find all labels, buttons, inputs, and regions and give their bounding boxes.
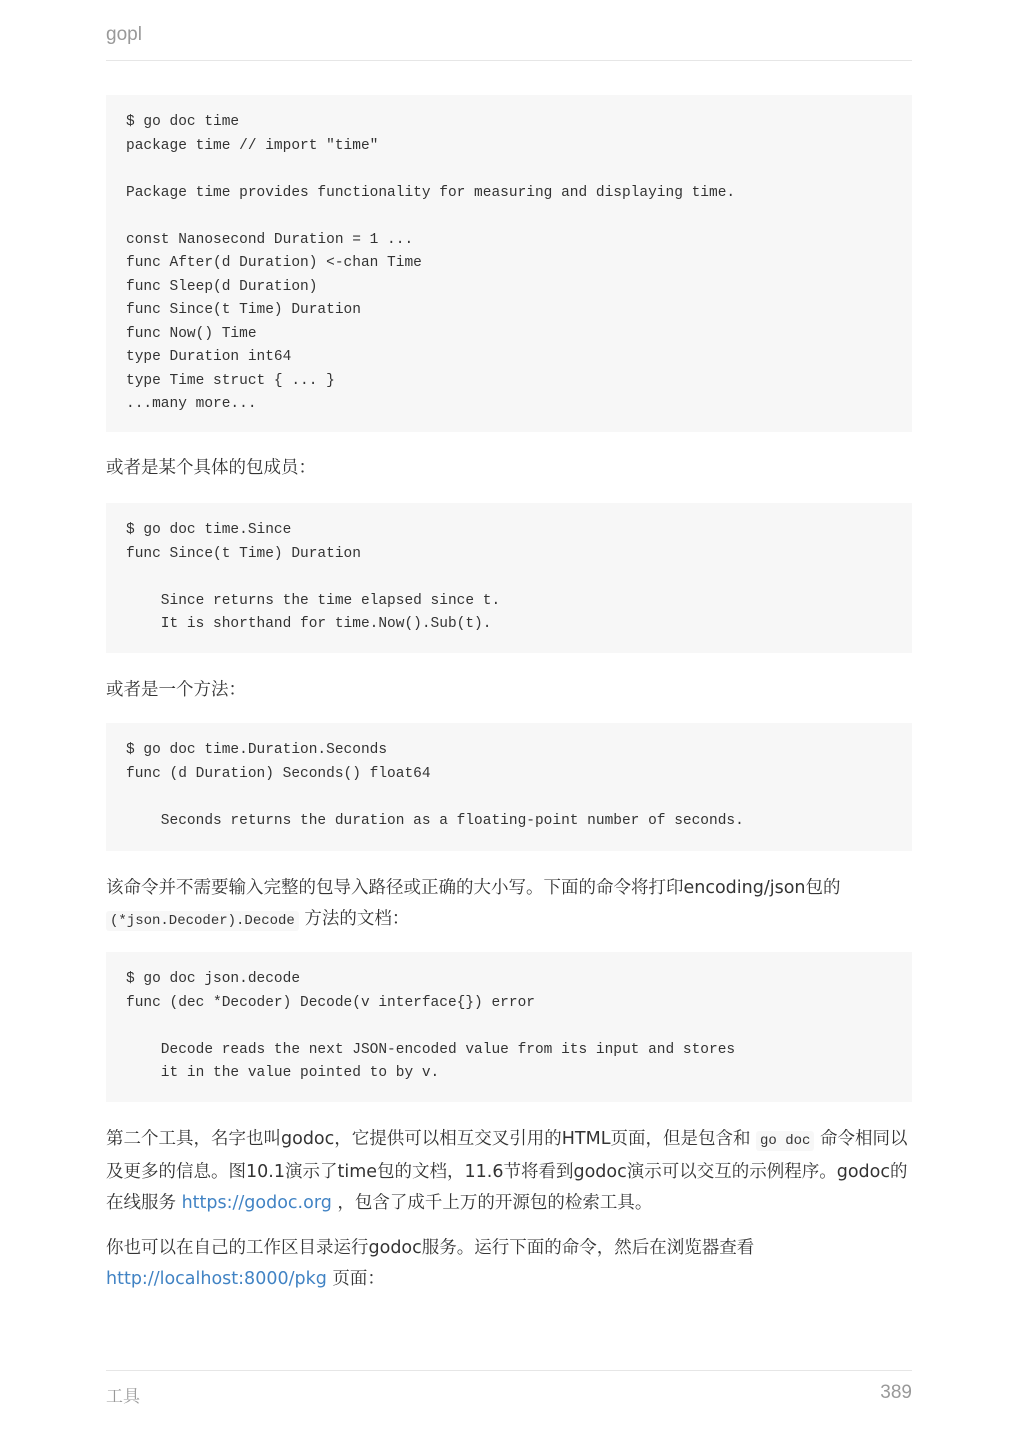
paragraph-text: 你也可以在自己的工作区目录运行godoc服务。运行下面的命令，然后在浏览器查看 [106, 1238, 755, 1258]
book-title: gopl [106, 24, 142, 45]
paragraph-text: ，包含了成千上万的开源包的检索工具。 [337, 1193, 653, 1213]
godoc-org-link[interactable]: https://godoc.org [181, 1193, 332, 1213]
paragraph-text: 该命令并不需要输入完整的包导入路径或正确的大小写。下面的命令将打印encoding/json包的 [106, 878, 841, 898]
paragraph-package-member: 或者是某个具体的包成员： [106, 458, 316, 478]
paragraph-text: 方法的文档： [304, 909, 410, 929]
paragraph-text: 第二个工具，名字也叫godoc，它提供可以相互交叉引用的HTML页面，但是包含和 [106, 1129, 751, 1149]
inline-code: (*json.Decoder).Decode [106, 911, 299, 931]
paragraph-godoc-tool [106, 1124, 912, 1219]
inline-code: go doc [756, 1131, 814, 1151]
code-block-time-since [106, 503, 912, 653]
footer-divider [106, 1370, 912, 1371]
chapter-name: 工具 [106, 1387, 140, 1407]
code-text: $ go doc time.Since func Since(t Time) Duration Since returns the time elapsed since t. It is shorthand for time.Now().Sub(t). [126, 522, 501, 632]
code-block-duration-seconds [106, 723, 912, 851]
code-text: $ go doc time package time // import "time" Package time provides functionality for measuring and displaying time. const Nanosecond Duration = 1 ... func After(d Duration) <-chan Time func Sleep(d Duration) func Since(t Time) Duration func Now() Time type Duration int64 type Time struct { ... } ...many more... [126, 114, 736, 412]
page-number: 389 [880, 1382, 912, 1403]
header-divider [106, 60, 912, 61]
paragraph-case-insensitive [106, 873, 912, 937]
paragraph-local-godoc [106, 1233, 912, 1295]
code-block-json-decode [106, 952, 912, 1102]
paragraph-text: 页面： [332, 1269, 385, 1289]
paragraph-text: 命令相同以及更多的信息。图10.1演示了time包的文档，11.6节将看到godoc演示可以交互的示例程序。godoc的在线服务 [106, 1129, 908, 1213]
code-block-go-doc-time [106, 95, 912, 432]
localhost-pkg-link[interactable]: http://localhost:8000/pkg [106, 1269, 327, 1289]
paragraph-method: 或者是一个方法： [106, 680, 246, 700]
code-text: $ go doc json.decode func (dec *Decoder) Decode(v interface{}) error Decode reads the next JSON-encoded value from its input and stores it in the value pointed to by v. [126, 971, 736, 1081]
code-text: $ go doc time.Duration.Seconds func (d Duration) Seconds() float64 Seconds returns the duration as a floating-point number of seconds. [126, 742, 744, 829]
